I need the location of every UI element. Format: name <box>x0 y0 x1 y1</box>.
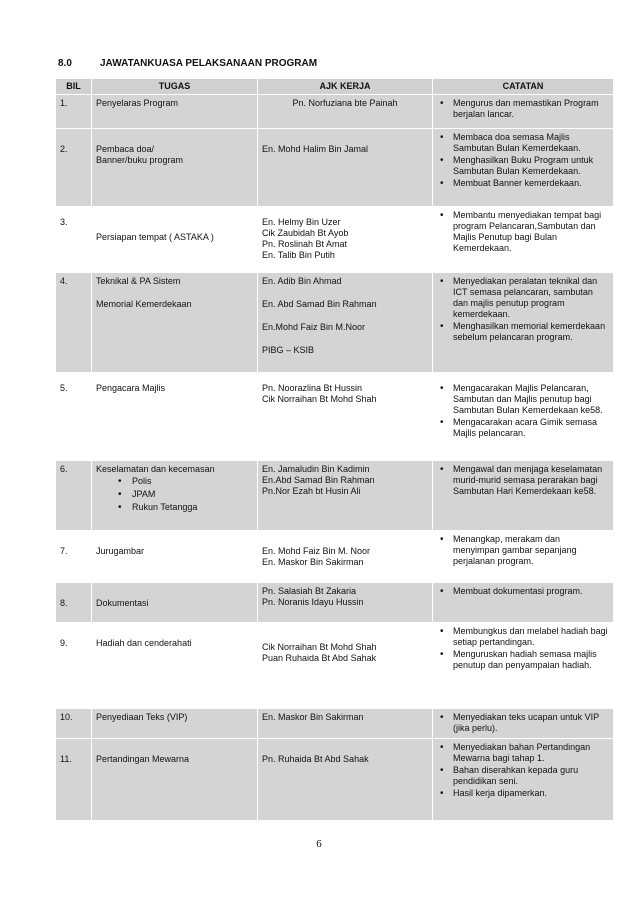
catatan-item: • Menyediakan peralatan teknikal dan ICT semasa pelancaran, sambutan dan majlis penutup program kemerdekaan. <box>437 276 609 320</box>
tugas-line: Penyelaras Program <box>96 98 179 108</box>
row-tugas <box>92 129 258 207</box>
row-bil <box>56 531 92 583</box>
tugas-line: Persiapan tempat ( ASTAKA ) <box>96 232 214 242</box>
catatan-item: • Hasil kerja dipamerkan. <box>437 788 609 799</box>
ajk-line: En.Mohd Faiz Bin M.Noor <box>262 322 366 332</box>
ajk-line: Pn. Ruhaida Bt Abd Sahak <box>262 754 369 764</box>
row-tugas <box>92 461 258 531</box>
row-catatan <box>433 623 614 709</box>
row-tugas <box>92 709 258 739</box>
row-bil <box>56 373 92 461</box>
tugas-line: Banner/buku program <box>96 155 184 165</box>
bil-text: 9. <box>60 638 68 648</box>
ajk-line: En. Maskor Bin Sakirman <box>262 557 364 567</box>
ajk-line: En. Talib Bin Putih <box>262 250 335 260</box>
page-number: 6 <box>316 838 322 850</box>
row-catatan <box>433 207 614 273</box>
catatan-item: • Mengawal dan menjaga keselamatan murid-murid semasa perarakan bagi Sambutan Hari Kemerdekaan ke58. <box>437 464 609 497</box>
ajk-line: Pn. Noranis Idayu Hussin <box>262 597 364 607</box>
section-title: JAWATANKUASA PELAKSANAAN PROGRAM <box>100 58 318 69</box>
row-ajk <box>258 623 433 709</box>
row-ajk <box>258 531 433 583</box>
bil-text: 3. <box>60 217 68 227</box>
tugas-sub-item: • Polis <box>96 476 253 487</box>
row-catatan <box>433 531 614 583</box>
row-tugas <box>92 207 258 273</box>
tugas-sub-item: • Rukun Tetangga <box>96 502 253 513</box>
catatan-item: • Membungkus dan melabel hadiah bagi setiap pertandingan. <box>437 626 609 648</box>
row-bil <box>56 129 92 207</box>
catatan-item: • Menyediakan teks ucapan untuk VIP (jika perlu). <box>437 712 609 734</box>
tugas-sub-item: • JPAM <box>96 489 253 500</box>
tugas-line: Penyediaan Teks (VIP) <box>96 712 188 722</box>
header-catatan: CATATAN <box>433 79 614 95</box>
ajk-line: Pn.Nor Ezah bt Husin Ali <box>262 486 361 496</box>
ajk-line: En. Helmy Bin Uzer <box>262 217 341 227</box>
catatan-item: • Membantu menyediakan tempat bagi program Pelancaran,Sambutan dan Majlis Penutup bagi Bulan Kemerdekaan. <box>437 210 609 254</box>
row-catatan <box>433 129 614 207</box>
ajk-line: En. Jamaludin Bin Kadimin <box>262 464 370 474</box>
tugas-line: Pembaca doa/ <box>96 144 155 154</box>
row-catatan <box>433 583 614 623</box>
row-bil: 6. <box>56 461 92 531</box>
tugas-line: Keselamatan dan kecemasan <box>96 464 215 474</box>
tugas-line: Jurugambar <box>96 546 145 556</box>
tugas-line: Memorial Kemerdekaan <box>96 299 192 309</box>
ajk-line: PIBG – KSIB <box>262 345 315 355</box>
row-catatan <box>433 373 614 461</box>
row-catatan <box>433 709 614 739</box>
table-row <box>56 273 614 373</box>
row-tugas <box>92 623 258 709</box>
catatan-item: • Membuat dokumentasi program. <box>437 586 609 597</box>
ajk-line: En.Abd Samad Bin Rahman <box>262 475 375 485</box>
row-tugas <box>92 531 258 583</box>
table-row <box>56 129 614 207</box>
row-ajk <box>258 709 433 739</box>
tugas-line: Teknikal & PA Sistem <box>96 276 181 286</box>
table-row <box>56 531 614 583</box>
row-ajk <box>258 273 433 373</box>
row-catatan <box>433 739 614 821</box>
ajk-line: Pn. Salasiah Bt Zakaria <box>262 586 357 596</box>
row-catatan <box>433 461 614 531</box>
ajk-line: En. Mohd Halim Bin Jamal <box>262 144 369 154</box>
row-catatan <box>433 273 614 373</box>
catatan-item: • Menangkap, merakam dan menyimpan gambar sepanjang perjalanan program. <box>437 534 609 567</box>
ajk-line: En. Maskor Bin Sakirman <box>262 712 364 722</box>
ajk-line: Cik Norraihan Bt Mohd Shah <box>262 394 377 404</box>
tugas-line: Pengacara Majlis <box>96 383 166 393</box>
row-tugas <box>92 583 258 623</box>
row-ajk <box>258 739 433 821</box>
catatan-item: • Membaca doa semasa Majlis Sambutan Bulan Kemerdekaan. <box>437 132 609 154</box>
ajk-line: En. Abd Samad Bin Rahman <box>262 299 377 309</box>
catatan-item: • Mengacarakan Majlis Pelancaran, Sambutan dan Majlis penutup bagi Sambutan Bulan Kemerdekaan ke58. <box>437 383 609 416</box>
row-tugas <box>92 273 258 373</box>
ajk-line: Pn. Noorazlina Bt Hussin <box>262 383 363 393</box>
ajk-line: Cik Zaubidah Bt Ayob <box>262 228 349 238</box>
row-ajk <box>258 95 433 129</box>
table-row <box>56 461 614 531</box>
table-row <box>56 739 614 821</box>
row-ajk <box>258 583 433 623</box>
ajk-line: Pn. Norfuziana bte Painah <box>292 98 398 108</box>
catatan-item: • Menguruskan hadiah semasa majlis penutup dan penyampaian hadiah. <box>437 649 609 671</box>
row-bil: 10. <box>56 709 92 739</box>
catatan-item: • Menyediakan bahan Pertandingan Mewarna bagi tahap 1. <box>437 742 609 764</box>
row-bil: 1. <box>56 95 92 129</box>
row-catatan <box>433 95 614 129</box>
table-row <box>56 207 614 273</box>
row-bil: 4. <box>56 273 92 373</box>
ajk-line: En. Mohd Faiz Bin M. Noor <box>262 546 371 556</box>
header-ajk: AJK KERJA <box>258 79 433 95</box>
catatan-item: • Bahan diserahkan kepada guru pendidikan seni. <box>437 765 609 787</box>
tugas-line: Pertandingan Mewarna <box>96 754 190 764</box>
row-ajk <box>258 129 433 207</box>
ajk-line: En. Adib Bin Ahmad <box>262 276 342 286</box>
tugas-line: Hadiah dan cenderahati <box>96 638 192 648</box>
row-bil <box>56 739 92 821</box>
table-row <box>56 95 614 129</box>
header-tugas: TUGAS <box>92 79 258 95</box>
tugas-line: Dokumentasi <box>96 598 149 608</box>
ajk-line: Puan Ruhaida Bt Abd Sahak <box>262 653 377 663</box>
row-ajk <box>258 373 433 461</box>
row-ajk <box>258 461 433 531</box>
row-tugas <box>92 739 258 821</box>
table-row <box>56 623 614 709</box>
row-tugas <box>92 95 258 129</box>
committee-table <box>55 78 614 821</box>
catatan-item: • Mengurus dan memastikan Program berjalan lancar. <box>437 98 609 120</box>
section-number: 8.0 <box>58 58 72 69</box>
section-heading <box>58 58 317 69</box>
row-bil <box>56 623 92 709</box>
catatan-item: • Mengacarakan acara Gimik semasa Majlis pelancaran. <box>437 417 609 439</box>
bil-text: 5. <box>60 383 68 393</box>
catatan-item: • Membuat Banner kemerdekaan. <box>437 178 609 189</box>
table-header-row <box>56 79 614 95</box>
row-bil <box>56 583 92 623</box>
row-ajk <box>258 207 433 273</box>
catatan-item: • Menghasilkan Buku Program untuk Sambutan Bulan Kemerdekaan. <box>437 155 609 177</box>
row-tugas <box>92 373 258 461</box>
bil-text: 8. <box>60 598 68 608</box>
table-row <box>56 373 614 461</box>
bil-text: 7. <box>60 546 68 556</box>
header-bil: BIL <box>56 79 92 95</box>
ajk-line: Cik Norraihan Bt Mohd Shah <box>262 642 377 652</box>
table-row <box>56 709 614 739</box>
bil-text: 2. <box>60 144 68 154</box>
row-bil <box>56 207 92 273</box>
catatan-item: • Menghasilkan memorial kemerdekaan sebelum pelancaran program. <box>437 321 609 343</box>
table-row <box>56 583 614 623</box>
ajk-line: Pn. Roslinah Bt Amat <box>262 239 348 249</box>
bil-text: 11. <box>60 754 72 764</box>
